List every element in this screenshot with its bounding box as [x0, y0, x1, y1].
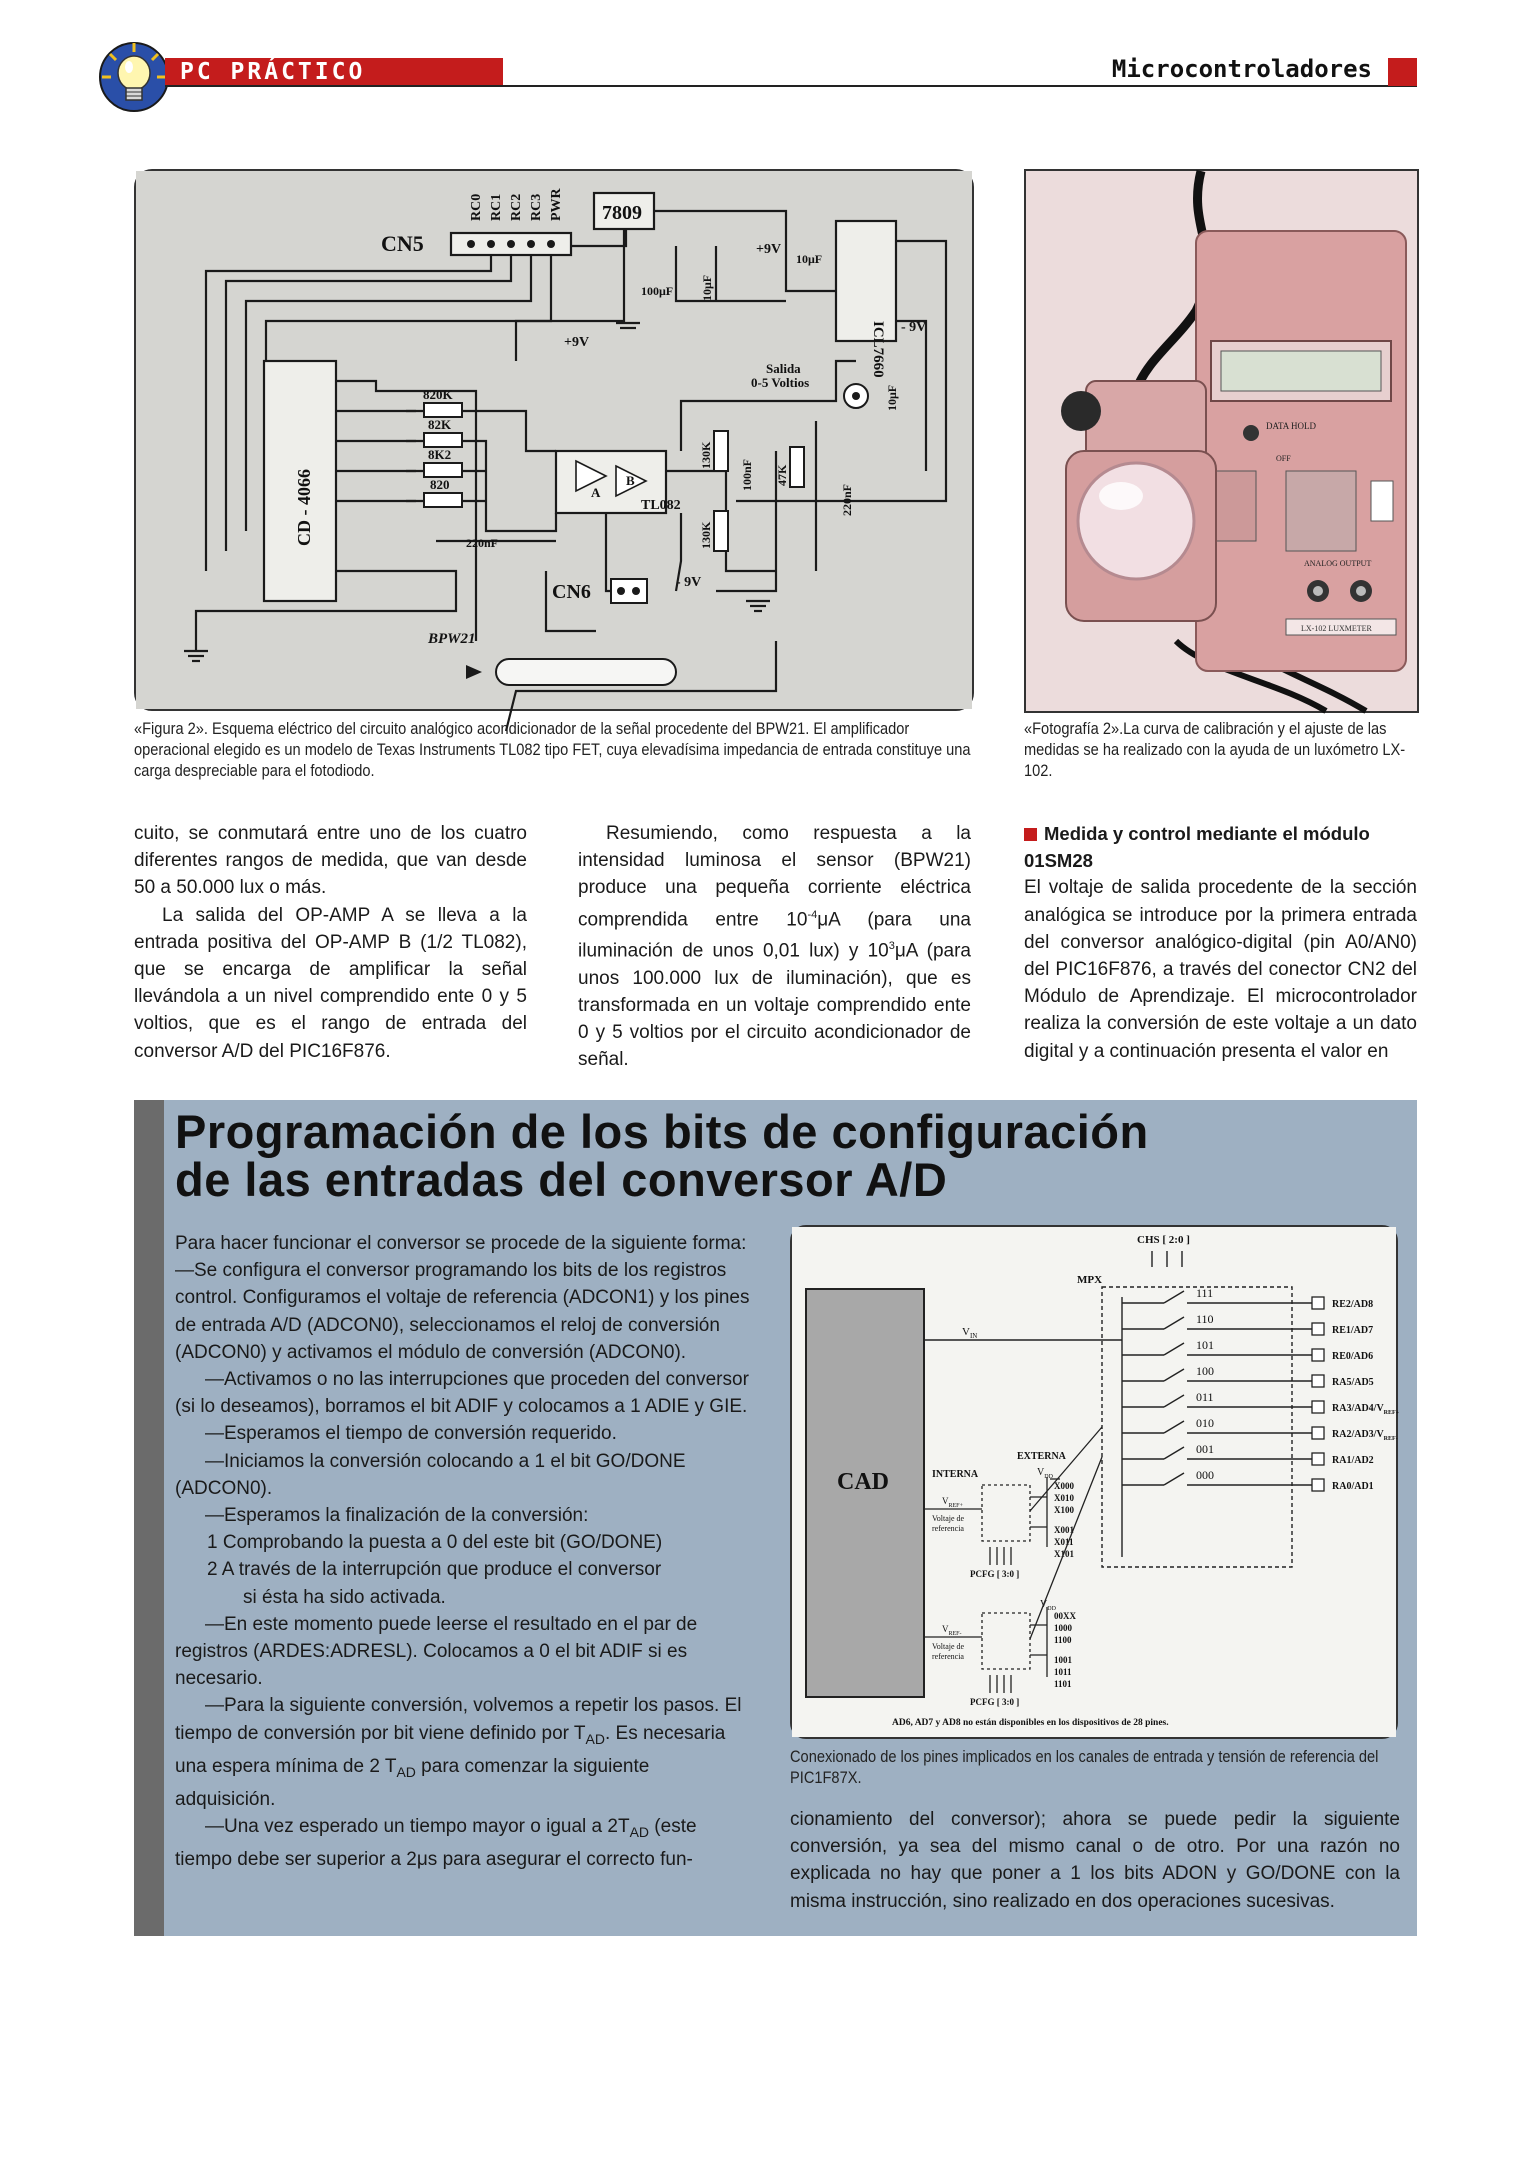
- box-line-11-b: (este tiempo debe ser superior a 2μs para asegurar el correcto fun-: [175, 1815, 697, 1870]
- box-line-11-a: —Una vez esperado un tiempo mayor o igual a 2T: [205, 1815, 630, 1837]
- label-cd4066: CD - 4066: [294, 469, 314, 546]
- label-plus9v-a: +9V: [564, 335, 590, 350]
- label-vdd-2-sub: DD: [1047, 1606, 1056, 1612]
- box-line-6: —Esperamos la finalización de la conversión:: [205, 1505, 589, 1527]
- box-text-left: [175, 1230, 753, 1873]
- box-title-line-2: de las entradas del conversor A/D: [175, 1153, 948, 1206]
- label-externa: EXTERNA: [1017, 1451, 1066, 1462]
- box-line-10-b: . Es necesaria una espera mínima de 2 T: [175, 1722, 726, 1777]
- col2-text-b: μA (para una iluminación de unos 0,01 lux) y 10: [578, 908, 971, 962]
- label-regulator: 7809: [602, 202, 642, 224]
- col2-text-a: Resumiendo, como respuesta a la intensidad luminosa el sensor (BPW21) produce una pequeña corriente eléctrica comprendida entre 10: [578, 823, 971, 930]
- label-minus9v-b: - 9V: [676, 575, 702, 590]
- label-cad: CAD: [837, 1469, 889, 1495]
- code-1: 110: [1196, 1312, 1214, 1326]
- label-opamp-a: A: [591, 485, 601, 500]
- lightbulb-logo-icon: [92, 40, 174, 114]
- cfg-d-0: 1001: [1054, 1655, 1072, 1665]
- cfg-c-2: 1100: [1054, 1635, 1072, 1645]
- label-icl7660: ICL7660: [870, 321, 886, 378]
- cfg-c-1: 1000: [1054, 1623, 1072, 1633]
- diagram-note: AD6, AD7 y AD8 no están disponibles en los dispositivos de 28 pines.: [892, 1718, 1169, 1728]
- col1-paragraph-1: cuito, se conmutará entre uno de los cuatro diferentes rangos de medida, que van desde 50 a 50.000 lux o más.: [134, 823, 527, 899]
- label-interna: INTERNA: [932, 1469, 979, 1480]
- label-off: OFF: [1276, 454, 1291, 463]
- label-cn5: CN5: [381, 231, 424, 256]
- figure-luxmeter-photo: [1024, 169, 1419, 713]
- label-c10uf-a: 10μF: [700, 274, 714, 301]
- label-r130k-b: 130K: [699, 521, 713, 549]
- label-r8k2: 8K2: [428, 447, 452, 462]
- col3-heading: [1024, 820, 1417, 874]
- pin-3: RA5/AD5: [1332, 1377, 1374, 1388]
- label-plus9v-b: +9V: [756, 242, 782, 257]
- box-line-9: —En este momento puede leerse el resultado en el par de registros (ARDES:ADRESL). Colocamos a 0 el bit ADIF si es necesario.: [175, 1613, 698, 1690]
- col1-paragraph-2: La salida del OP-AMP A se lleva a la entrada positiva del OP-AMP B (1/2 TL082), que se encarga de amplificar la señal llevándola a un nivel comprendido ente 0 y 5 voltios, que es el rango de entrada del conversor A/D del PIC16F876.: [134, 904, 527, 1062]
- label-r82k: 82K: [428, 417, 452, 432]
- cfg-b-1: X011: [1054, 1537, 1074, 1547]
- label-minus9v-a: - 9V: [901, 320, 927, 335]
- label-vdd-1-sub: DD: [1044, 1474, 1053, 1480]
- label-r47k: 47K: [775, 464, 789, 486]
- figure1-caption: «Figura 2». Esquema eléctrico del circuito analógico acondicionador de la señal procedente del BPW21. El amplificador operacional elegido es un modelo de Texas Instruments TL082 tipo FET, cuya elevadísima impedancia de entrada constituye una carga despreciable para el fotodiodo.: [134, 719, 971, 780]
- code-7: 000: [1196, 1468, 1214, 1482]
- col3-heading-text: Medida y control mediante el módulo 01SM28: [1024, 823, 1370, 872]
- pin-0: RE2/AD8: [1332, 1299, 1374, 1310]
- figure3-caption: Conexionado de los pines implicados en los canales de entrada y tensión de referencia del PIC1F87X.: [790, 1747, 1379, 1787]
- box-line-10: [175, 1692, 753, 1812]
- pin-6: RA1/AD2: [1332, 1455, 1374, 1466]
- cfg-a-1: X010: [1054, 1493, 1074, 1503]
- body-column-3: [1024, 820, 1417, 1065]
- label-mpx: MPX: [1077, 1274, 1103, 1286]
- pin-4-main: RA3/AD4/V: [1332, 1403, 1384, 1414]
- label-rc3: RC3: [529, 193, 544, 221]
- code-4: 011: [1196, 1390, 1214, 1404]
- cfg-a-0: X000: [1054, 1481, 1074, 1491]
- box-line-5: —Iniciamos la conversión colocando a 1 el bit GO/DONE (ADCON0).: [175, 1450, 686, 1499]
- box-line-8b: si ésta ha sido activada.: [243, 1586, 446, 1608]
- box-line-11: [175, 1813, 753, 1873]
- box-line-1: Para hacer funcionar el conversor se procede de la siguiente forma:: [175, 1233, 747, 1254]
- label-salida-range: 0-5 Voltios: [751, 375, 810, 390]
- label-referencia-1: referencia: [932, 1524, 964, 1533]
- label-vdd-2-main: V: [1040, 1599, 1048, 1610]
- code-6: 001: [1196, 1442, 1214, 1456]
- label-c100nf: 100nF: [740, 458, 754, 491]
- code-3: 100: [1196, 1364, 1214, 1378]
- luxmeter-illustration: [1026, 171, 1417, 711]
- label-data-hold: DATA HOLD: [1266, 421, 1317, 431]
- box-line-7: 1 Comprobando la puesta a 0 del este bit (GO/DONE): [207, 1532, 663, 1554]
- label-vref-minus-main: V: [942, 1624, 949, 1634]
- label-voltaje-ref-2: Voltaje de: [932, 1642, 965, 1651]
- label-r820k: 820K: [423, 387, 453, 402]
- label-vin-sub: IN: [969, 1332, 978, 1340]
- topic-label: Microcontroladores: [1111, 55, 1372, 83]
- box-sub-ad-3: AD: [629, 1823, 650, 1840]
- pin-5-sub: REF-: [1383, 1436, 1398, 1442]
- box-sub-ad-1: AD: [585, 1730, 605, 1747]
- label-pwr: PWR: [549, 188, 564, 221]
- label-c220nf-a: 220nF: [466, 536, 499, 550]
- cfg-b-0: X001: [1054, 1525, 1074, 1535]
- box-right-paragraph: cionamiento del conversor); ahora se puede pedir la siguiente conversión, ya sea del mismo canal o de otro. Por una razón no explicada no hay que poner a 1 los bits ADON y GO/DONE con la misma instrucción, sino realizado en dos operaciones sucesivas.: [790, 1809, 1400, 1912]
- box-line-8a: 2 A través de la interrupción que produce el conversor: [207, 1559, 662, 1581]
- label-analog-output: ANALOG OUTPUT: [1304, 559, 1372, 568]
- box-title: [175, 1105, 1405, 1206]
- label-vin-main: V: [962, 1326, 970, 1338]
- col2-exp-1: -4: [807, 908, 818, 921]
- label-c10uf-b: 10μF: [796, 252, 823, 266]
- code-2: 101: [1196, 1338, 1214, 1352]
- label-tl082: TL082: [641, 498, 681, 513]
- pin-4-sub: REF+: [1383, 1410, 1400, 1416]
- col2-exp-2: 3: [888, 940, 895, 953]
- figure-ad-diagram: [790, 1225, 1398, 1739]
- label-rc0: RC0: [469, 193, 484, 221]
- section-label: PC PRÁCTICO: [180, 59, 366, 85]
- label-pcfg-1: PCFG [ 3:0 ]: [970, 1569, 1020, 1579]
- label-opamp-b: B: [626, 473, 635, 488]
- box-line-2: —Se configura el conversor programando los bits de los registros control. Configuramos el voltaje de referencia (ADCON1) y los pines de entrada A/D (ADCON0), seleccionamos el reloj de conversión (ADCON0) y activamos el módulo de conversión (ADCON0).: [175, 1260, 750, 1363]
- body-column-2: [578, 820, 971, 1073]
- label-rc1: RC1: [489, 193, 504, 221]
- label-c100uf: 100μF: [641, 284, 674, 298]
- cfg-d-1: 1011: [1054, 1667, 1072, 1677]
- header-rule: [165, 85, 1417, 87]
- box-line-10-a: —Para la siguiente conversión, volvemos a repetir los pasos. El tiempo de conversión por bit viene definido por T: [175, 1695, 742, 1744]
- ad-diagram: [792, 1227, 1400, 1737]
- col2-text-c: μA (para unos 100.000 lux de iluminación), que es transformada en un voltaje comprendido ente 0 y 5 voltios por el circuito acondicionador de señal.: [578, 940, 971, 1071]
- label-vdd-1-main: V: [1037, 1467, 1045, 1478]
- cfg-d-2: 1101: [1054, 1679, 1072, 1689]
- label-chs: CHS [ 2:0 ]: [1137, 1234, 1190, 1246]
- pin-1: RE1/AD7: [1332, 1325, 1374, 1336]
- label-r130k-a: 130K: [699, 441, 713, 469]
- label-vref-minus-sub: REF-: [948, 1631, 962, 1637]
- label-r820: 820: [430, 477, 450, 492]
- col3-paragraph-1: El voltaje de salida procedente de la sección analógica se introduce por la primera entrada del conversor analógico-digital (pin A0/AN0) del PIC16F876, a través del conector CN2 del Módulo de Aprendizaje. El microcontrolador realiza la conversión de este voltaje a un dato digital y a continuación presenta el valor en: [1024, 877, 1417, 1062]
- label-vref-plus-main: V: [942, 1496, 949, 1506]
- col2-paragraph-1: [578, 820, 971, 1073]
- label-brand: LX-102 LUXMETER: [1301, 624, 1372, 633]
- label-voltaje-ref-1: Voltaje de: [932, 1514, 965, 1523]
- box-title-line-1: Programación de los bits de configuración: [175, 1105, 1149, 1158]
- sidebar-box-edge: [134, 1100, 164, 1936]
- label-salida: Salida: [766, 361, 801, 376]
- code-0: 111: [1196, 1286, 1214, 1300]
- box-line-10-c: para comenzar la siguiente adquisición.: [175, 1755, 650, 1810]
- schematic-diagram: [136, 171, 972, 709]
- cfg-c-0: 00XX: [1054, 1611, 1076, 1621]
- header-bar-right: [1388, 58, 1417, 86]
- figure2-caption: «Fotografía 2».La curva de calibración y el ajuste de las medidas se ha realizado con la ayuda de un luxómetro LX-102.: [1024, 719, 1406, 780]
- code-5: 010: [1196, 1416, 1214, 1430]
- cfg-a-2: X100: [1054, 1505, 1074, 1515]
- red-square-icon: [1024, 828, 1037, 841]
- label-c220nf-b: 220nF: [840, 483, 854, 516]
- label-pcfg-2: PCFG [ 3:0 ]: [970, 1697, 1020, 1707]
- figure-schematic: [134, 169, 974, 711]
- label-vref-plus-sub: REF+: [948, 1503, 963, 1509]
- label-bpw21: BPW21: [428, 631, 476, 647]
- box-text-right: [790, 1806, 1400, 1915]
- label-rc2: RC2: [509, 193, 524, 221]
- pin-5-main: RA2/AD3/V: [1332, 1429, 1384, 1440]
- label-cn6: CN6: [552, 581, 591, 603]
- body-column-1: [134, 820, 527, 1065]
- pin-2: RE0/AD6: [1332, 1351, 1374, 1362]
- box-sub-ad-2: AD: [396, 1763, 416, 1780]
- box-line-4: —Esperamos el tiempo de conversión requerido.: [205, 1423, 617, 1445]
- pin-7: RA0/AD1: [1332, 1481, 1374, 1492]
- cfg-b-2: X101: [1054, 1549, 1074, 1559]
- box-line-3: —Activamos o no las interrupciones que proceden del conversor (si lo deseamos), borramos el bit ADIF y colocamos a 1 ADIE y GIE.: [175, 1369, 749, 1418]
- label-referencia-2: referencia: [932, 1652, 964, 1661]
- label-c10uf-c: 10μF: [885, 384, 899, 411]
- header-logo: [92, 40, 174, 114]
